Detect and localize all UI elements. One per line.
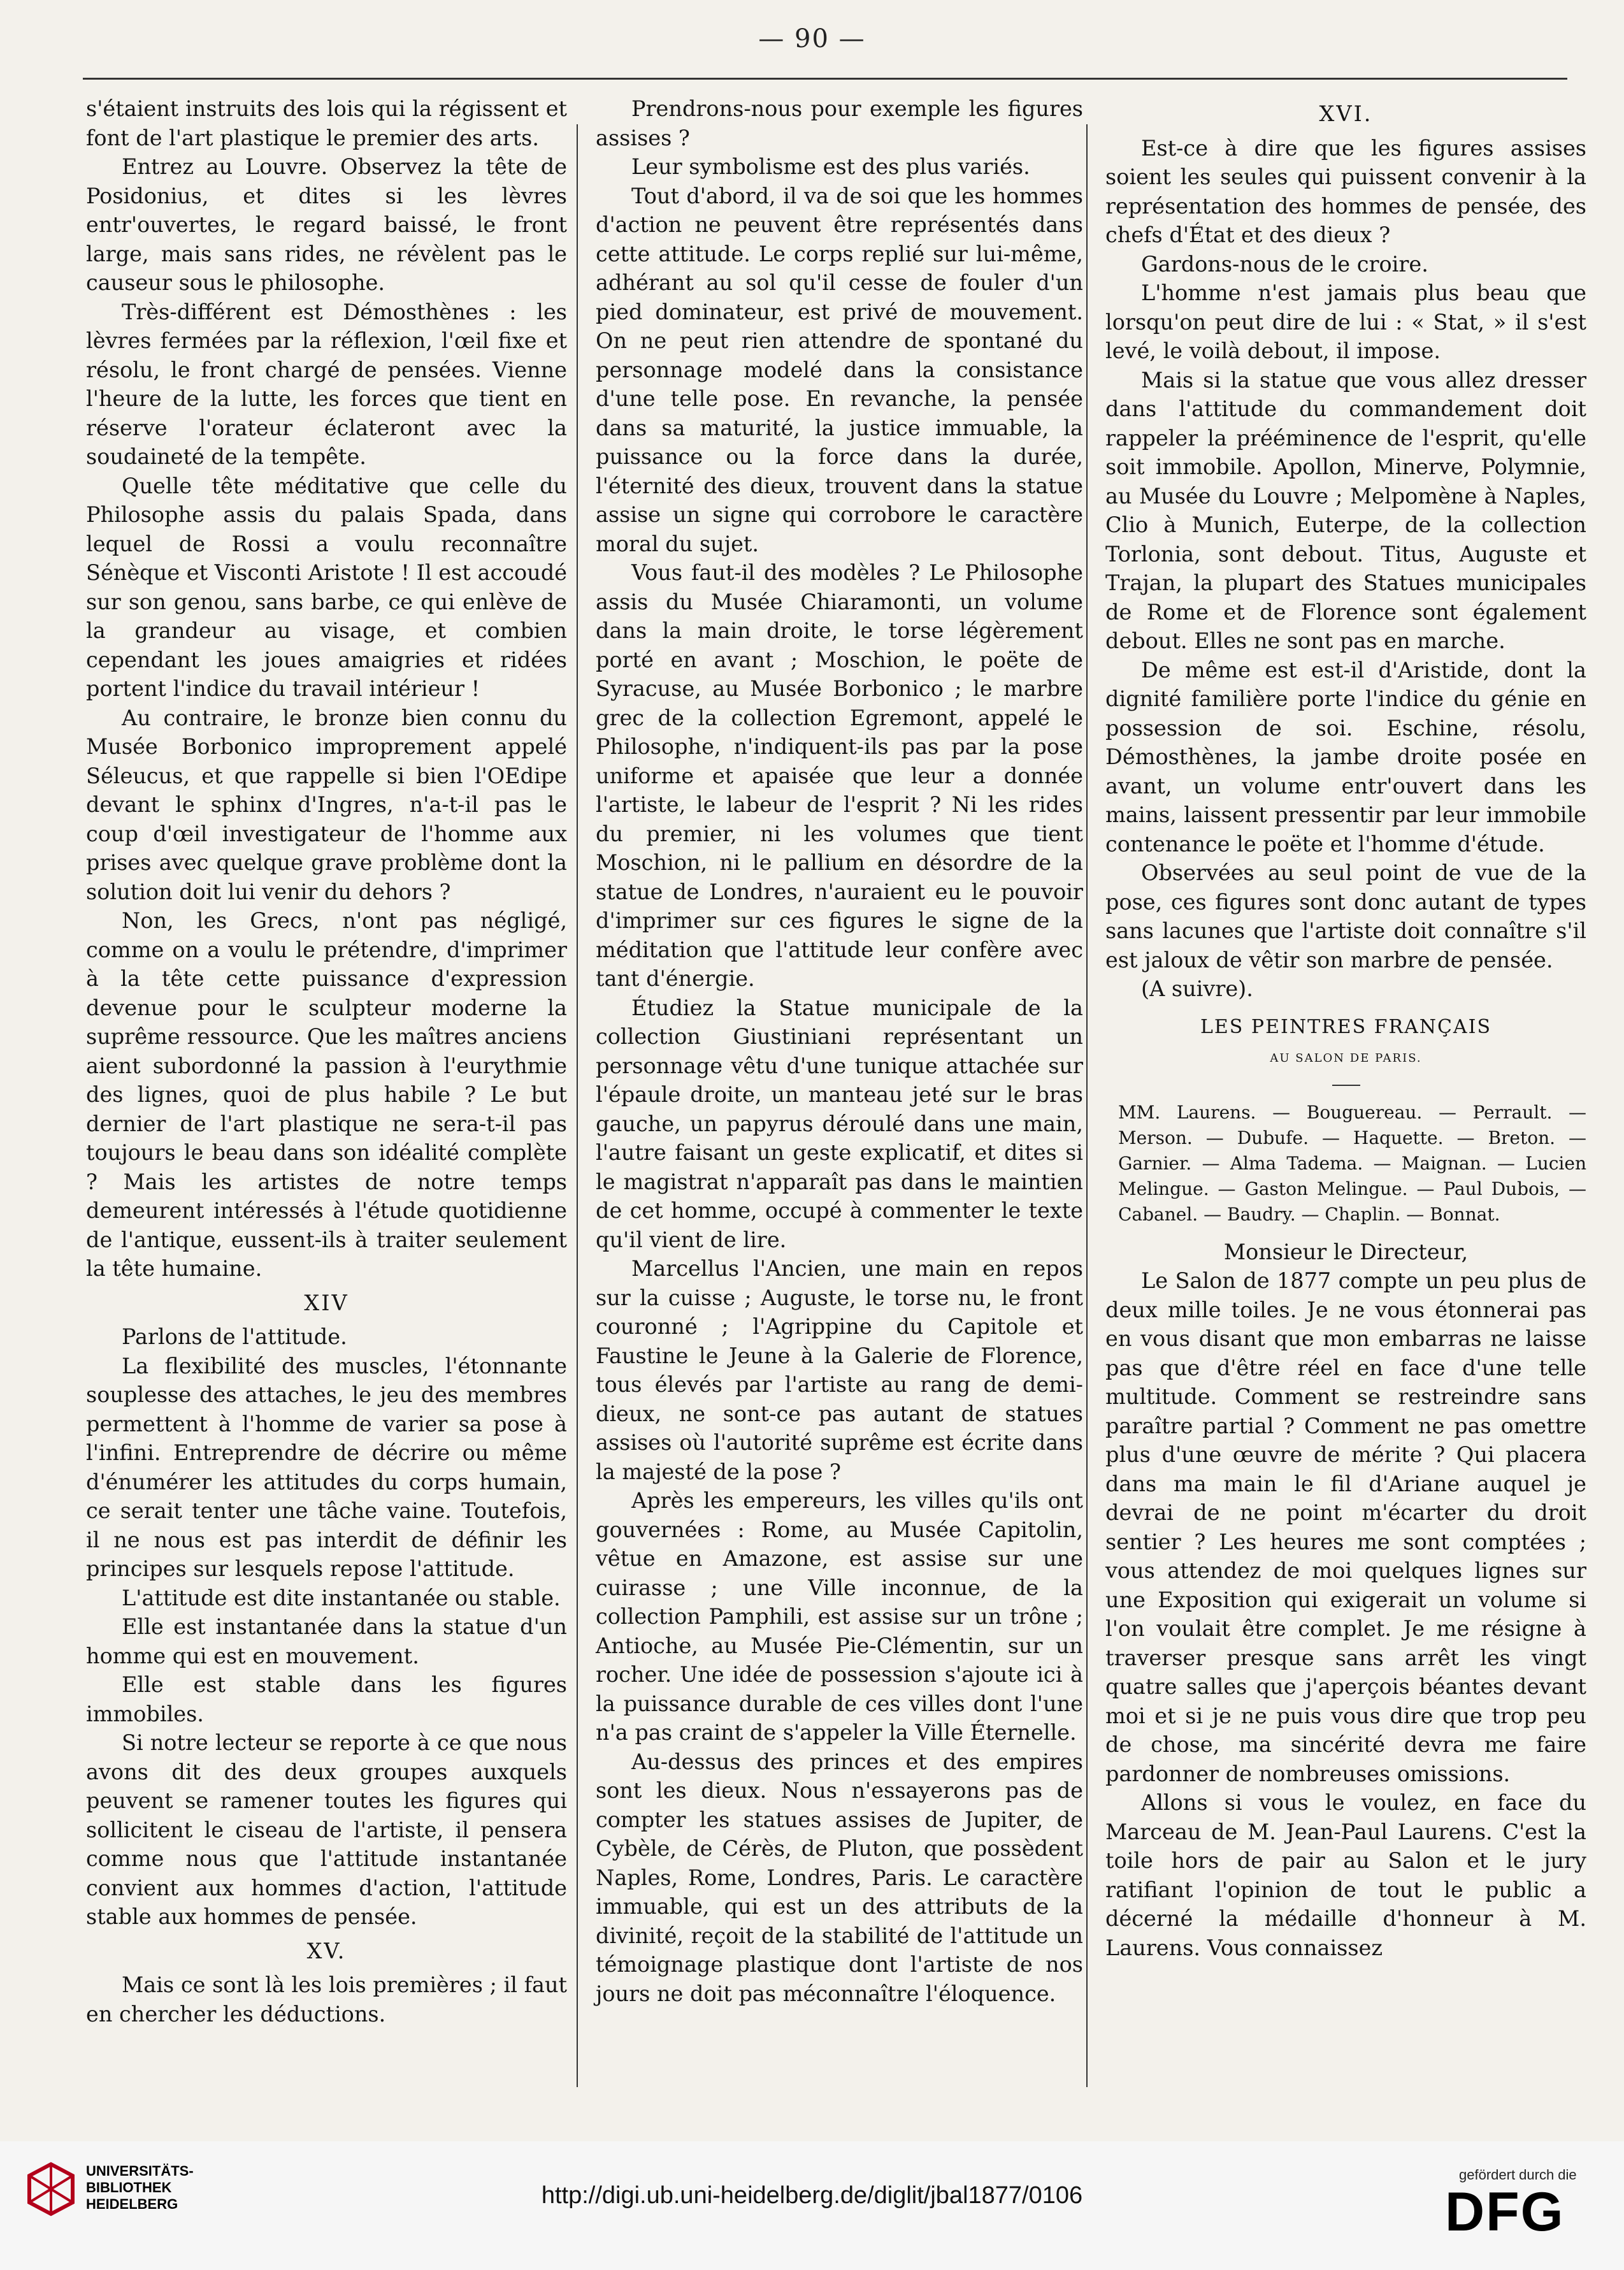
paragraph: Entrez au Louvre. Observez la tête de Posidonius, et dites si les lèvres entr'ouvertes, le regard baissé, le front large, mais sans rides, ne révèlent pas le causeur sous le philosophe. xyxy=(86,154,567,295)
salutation: Monsieur le Directeur, xyxy=(1223,1239,1469,1264)
paragraph: De même est est-il d'Aristide, dont la dignité familière porte l'indice du génie en possession de soi. Eschine, résolu, Démosthènes, la jambe droite posée en avant, un volume entr'ouvert dans les mains, laissent pressentir par leur immobile contenance le poëte et l'homme d'étude. xyxy=(1105,657,1586,857)
paragraph: Allons si vous le voulez, en face du Marceau de M. Jean-Paul Laurens. C'est la toile hors de pair au Salon et le jury ratifiant l'opinion de tout le public a décerné la médaille d'honneur à M. Laurens. Vous connaissez xyxy=(1105,1790,1586,1960)
paragraph: Mais ce sont là les lois premières ; il faut en chercher les déductions. xyxy=(86,1972,567,2027)
text-column-right xyxy=(1105,94,1586,1962)
paragraph: Est-ce à dire que les figures assises soient les seules qui puissent convenir à la représentation des hommes de pensée, des chefs d'État et des dieux ? xyxy=(1105,135,1586,247)
paragraph: s'étaient instruits des lois qui la régissent et font de l'art plastique le premier des arts. xyxy=(86,96,567,150)
paragraph: Le Salon de 1877 compte un peu plus de deux mille toiles. Je ne vous étonnerai pas en vous disant que mon embarras ne laisse pas que d'être réel en face d'une telle multitude. Comment se restreindre sans paraître partial ? Comment ne pas omettre plus d'une œuvre de mérite ? Qui placera dans ma main le fil d'Ariane auquel je devrai de ne point m'écarter du droit sentier ? Les heures me sont comptées ; vous attendez de moi quelques lignes sur une Exposition qui exigerait un volume si l'on voulait être complet. Je me résigne à traverser presque sans arrêt les vingt quatre salles que j'aperçois béantes devant moi et si je ne puis vous dire que trop peu de chose, ma sincérité devra me faire pardonner de nombreuses omissions. xyxy=(1105,1268,1586,1786)
paragraph: Gardons-nous de le croire. xyxy=(1141,251,1428,277)
article-subtitle: AU SALON DE PARIS. xyxy=(1270,1052,1422,1065)
source-url-link[interactable]: http://digi.ub.uni-heidelberg.de/diglit/jbal1877/0106 xyxy=(541,2182,1083,2209)
paragraph: Après les empereurs, les villes qu'ils ont gouvernées : Rome, au Musée Capitolin, vêtue en Amazone, est assise sur une cuirasse ; une Ville inconnue, de la collection Pamphili, est assise sur un trône ; Antioche, au Musée Pie-Clémentin, sur un rocher. Une idée de possession s'ajoute ici à la puissance durable de ces villes dont l'une n'a pas craint de s'appeler la Ville Éternelle. xyxy=(596,1488,1083,1745)
section-heading: XIV xyxy=(304,1290,349,1315)
paragraph: Elle est stable dans les figures immobiles. xyxy=(86,1672,567,1726)
paragraph: Au-dessus des princes et des empires sont les dieux. Nous n'essayerons pas de compter les statues assises de Jupiter, de Cybèle, de Cérès, de Pluton, que possèdent Naples, Rome, Londres, Paris. Le caractère immuable, qui est un des attributs de la divinité, reçoit de la stabilité de l'attitude un témoignage plastique dont l'artiste de nos jours ne doit pas méconnaître l'éloquence. xyxy=(596,1749,1083,2006)
header-rule xyxy=(83,78,1567,80)
dfg-logo: DFG xyxy=(1445,2181,1565,2243)
paragraph: (A suivre). xyxy=(1141,976,1253,1001)
paragraph: Très-différent est Démosthènes : les lèvres fermées par la réflexion, l'œil fixe et résolu, le front chargé de pensées. Vienne l'heure de la lutte, les forces que tient en réserve l'orateur éclateront avec la soudaineté de la tempête. xyxy=(86,299,567,469)
paragraph: Tout d'abord, il va de soi que les hommes d'action ne peuvent être représentés dans cette attitude. Le corps replié sur lui-même, adhérant au sol qu'il cesse de fouler d'un pied dominateur, est privé de mouvement. On ne peut rien attendre de spontané du personnage modelé dans la consistance d'une telle pose. En revanche, la pensée dans sa maturité, la justice immuable, la puissance ou la force dans la durée, l'éternité des dieux, trouvent dans la statue assise un signe qui corrobore le caractère moral du sujet. xyxy=(596,183,1083,556)
paragraph: Mais si la statue que vous allez dresser dans l'attitude du commandement doit rappeler la prééminence de l'esprit, qu'elle soit immobile. Apollon, Minerve, Polymnie, au Musée du Louvre ; Melpomène à Naples, Clio à Munich, Euterpe, de la collection Torlonia, sont debout. Titus, Auguste et Trajan, la plupart des Statues municipales de Rome et de Florence sont également debout. Elles ne sont pas en marche. xyxy=(1105,367,1586,653)
library-name-line: UNIVERSITÄTS- xyxy=(86,2163,194,2179)
section-heading: XVI. xyxy=(1319,101,1373,126)
library-name-line: HEIDELBERG xyxy=(86,2196,178,2212)
paragraph: Prendrons-nous pour exemple les figures assises ? xyxy=(596,96,1083,150)
paragraph: L'attitude est dite instantanée ou stable. xyxy=(122,1585,561,1610)
paragraph: Marcellus l'Ancien, une main en repos sur la cuisse ; Auguste, le torse nu, le front couronné ; l'Agrippine du Capitole et Faustine le Jeune à la Galerie de Florence, tous élevés par l'artiste au rang de demi-dieux, ne sont-ce pas autant de statues assises où l'autorité suprême est écrite dans la majesté de la pose ? xyxy=(596,1256,1083,1484)
section-rule xyxy=(1332,1085,1360,1086)
paragraph: La flexibilité des muscles, l'étonnante souplesse des attaches, le jeu des membres permettent à l'homme de varier sa pose à l'infini. Entreprendre de décrire ou même d'énumérer les attitudes du corps humain, ce serait tenter une tâche vaine. Toutefois, il ne nous est pas interdit de définir les principes sur lesquels repose l'attitude. xyxy=(86,1353,567,1581)
paragraph: Étudiez la Statue municipale de la collection Giustiniani représentant un personnage vêtu d'une tunique attachée sur l'épaule droite, un manteau jeté sur le bras gauche, un papyrus déroulé dans une main, l'autre faisant un geste explicatif, et dites si le magistrat n'apparaît pas dans le maintien de cet homme, occupé à commenter le texte qu'il vient de lire. xyxy=(596,995,1083,1252)
paragraph: Elle est instantanée dans la statue d'un homme qui est en mouvement. xyxy=(86,1614,567,1668)
article-title: LES PEINTRES FRANÇAIS xyxy=(1200,1015,1492,1038)
text-column-middle xyxy=(596,94,1083,2008)
paragraph: Si notre lecteur se reporte à ce que nous avons dit des deux groupes auxquels peuvent se ramener toutes les figures qui sollicitent le ciseau de l'artiste, il pensera comme nous que l'attitude instantanée convient aux hommes d'action, l'attitude stable aux hommes de pensée. xyxy=(86,1730,567,1929)
section-heading: XV. xyxy=(306,1938,347,1963)
artist-list: MM. Laurens. — Bouguereau. — Perrault. — Merson. — Dubufe. — Haquette. — Breton. — Garnier. — Alma Tadema. — Maignan. — Lucien Melingue. — Gaston Melingue. — Paul Dubois, — Cabanel. — Baudry. — Chaplin. — Bonnat. xyxy=(1118,1101,1586,1225)
sponsor-text: gefördert durch die xyxy=(1459,2167,1577,2183)
paragraph: L'homme n'est jamais plus beau que lorsqu'on peut dire de lui : « Stat, » il s'est levé, le voilà debout, il impose. xyxy=(1105,280,1586,363)
paragraph: Vous faut-il des modèles ? Le Philosophe assis du Musée Chiaramonti, un volume dans la main droite, le torse légèrement porté en avant ; Moschion, le poëte de Syracuse, au Musée Borbonico ; le marbre grec de la collection Egremont, appelé le Philosophe, n'indiquent-ils pas par la pose uniforme et apaisée que leur a donnée l'artiste, le labeur de l'esprit ? Ni les rides du premier, ni les volumes que tient Moschion, ni le pallium en désordre de la statue de Londres, n'auraient eu le pouvoir d'imprimer sur ces figures le signe de la méditation que l'attitude leur confère avec tant d'énergie. xyxy=(596,560,1083,991)
paragraph: Observées au seul point de vue de la pose, ces figures sont donc autant de types sans lacunes que l'artiste doit connaître s'il est jaloux de vêtir son marbre de pensée. xyxy=(1105,860,1586,972)
paragraph: Quelle tête méditative que celle du Philosophe assis du palais Spada, dans lequel de Rossi a voulu reconnaître Sénèque et Visconti Aristote ! Il est accoudé sur son genou, sans barbe, ce qui enlève de la grandeur au visage, et combien cependant les joues amaigries et ridées portent l'indice du travail intérieur ! xyxy=(86,473,567,701)
paragraph: Parlons de l'attitude. xyxy=(122,1324,347,1349)
paragraph: Non, les Grecs, n'ont pas négligé, comme on a voulu le prétendre, d'imprimer à la tête cette puissance d'expression devenue pour le sculpteur moderne la suprême ressource. Que les maîtres anciens aient subordonné la passion à l'eurythmie des lignes, quoi de plus habile ? Le but dernier de l'art plastique ne sera-t-il pas toujours le beau dans son idéalité complète ? Mais les artistes de notre temps demeurent intéressés à l'étude quotidienne de l'antique, eussent-ils à traiter seulement la tête humaine. xyxy=(86,908,567,1281)
page-number: — 90 — xyxy=(758,24,866,54)
digitization-footer xyxy=(0,2141,1624,2270)
column-divider xyxy=(577,124,578,2087)
text-column-left xyxy=(86,94,567,2028)
paragraph: Au contraire, le bronze bien connu du Musée Borbonico improprement appelé Séleucus, et que rappelle si bien l'OEdipe devant le sphinx d'Ingres, n'a-t-il pas le coup d'œil investigateur de l'homme aux prises avec quelque grave problème dont la solution doit lui venir du dehors ? xyxy=(86,705,567,904)
paragraph: Leur symbolisme est des plus variés. xyxy=(631,154,1030,179)
column-divider xyxy=(1086,124,1088,2087)
library-name-line: BIBLIOTHEK xyxy=(86,2180,172,2195)
